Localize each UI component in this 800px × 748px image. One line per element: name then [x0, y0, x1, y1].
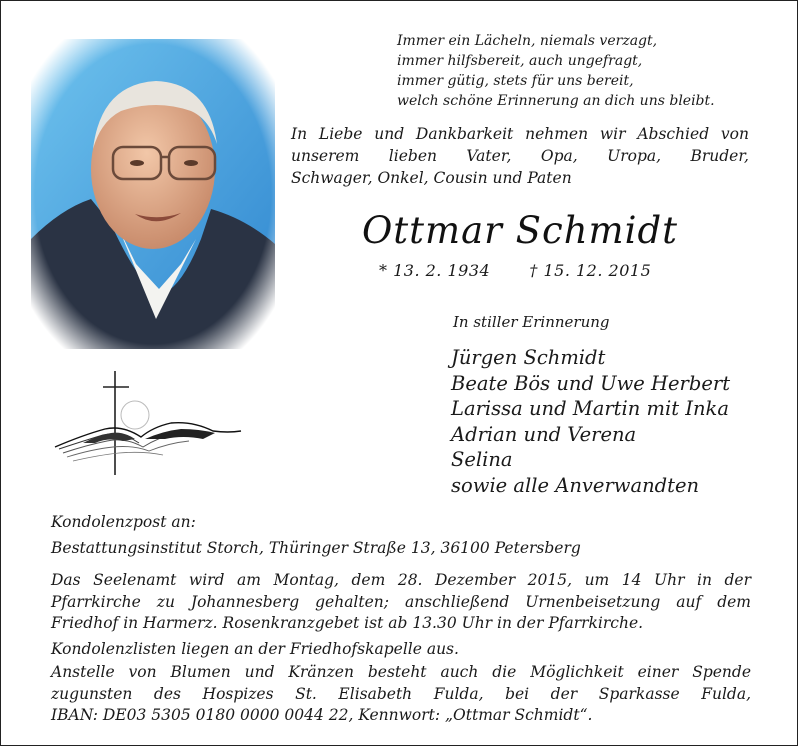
poem-line: immer hilfsbereit, auch ungefragt,: [397, 53, 643, 69]
family-list: [451, 345, 730, 498]
service-line: Das Seelenamt wird am Montag, dem 28. Dezember 2015, um 14 Uhr in der: [51, 571, 751, 589]
life-dates: [379, 261, 651, 280]
intro-line: In Liebe und Dankbarkeit nehmen wir Abschied von: [291, 125, 749, 143]
donation-info: [51, 662, 751, 727]
condolence-heading: Kondolenzpost an:: [51, 513, 196, 531]
family-member: Jürgen Schmidt: [451, 346, 606, 369]
memory-label: In stiller Erinnerung: [453, 313, 610, 331]
donation-line: zugunsten des Hospizes St. Elisabeth Fulda, bei der Sparkasse Fulda,: [51, 684, 751, 703]
deceased-name: Ottmar Schmidt: [361, 209, 679, 252]
farewell-intro: [291, 123, 749, 189]
intro-line: unserem lieben Vater, Opa, Uropa, Bruder,: [291, 147, 749, 165]
portrait-photo: [31, 39, 275, 349]
family-member: sowie alle Anverwandten: [451, 473, 700, 497]
donation-line: Anstelle von Blumen und Kränzen besteht auch die Möglichkeit einer Spende: [51, 663, 751, 681]
condolence-address: Bestattungsinstitut Storch, Thüringer Straße 13, 36100 Petersberg: [51, 539, 581, 557]
poem-line: Immer ein Lächeln, niemals verzagt,: [397, 33, 658, 49]
donation-line: IBAN: DE03 5305 0180 0000 0044 22, Kennwort: „Ottmar Schmidt“.: [51, 706, 593, 724]
cross-landscape-icon: [53, 369, 243, 477]
family-member: Larissa und Martin mit Inka: [451, 397, 729, 420]
death-date: † 15. 12. 2015: [529, 261, 652, 280]
memorial-poem: [397, 31, 715, 111]
poem-line: welch schöne Erinnerung an dich uns bleibt.: [397, 93, 715, 109]
family-member: Beate Bös und Uwe Herbert: [451, 371, 731, 395]
service-line: Pfarrkirche zu Johannesberg gehalten; anschließend Urnenbeisetzung auf dem: [51, 592, 751, 611]
family-member: Selina: [451, 448, 513, 471]
condolence-lists-note: Kondolenzlisten liegen an der Friedhofskapelle aus.: [51, 640, 459, 658]
poem-line: immer gütig, stets für uns bereit,: [397, 73, 634, 89]
intro-line: Schwager, Onkel, Cousin und Paten: [291, 169, 572, 187]
service-info: [51, 570, 751, 635]
birth-date: * 13. 2. 1934: [379, 261, 491, 280]
family-member: Adrian und Verena: [451, 422, 637, 446]
service-line: Friedhof in Harmerz. Rosenkranzgebet ist ab 13.30 Uhr in der Pfarrkirche.: [51, 614, 644, 632]
